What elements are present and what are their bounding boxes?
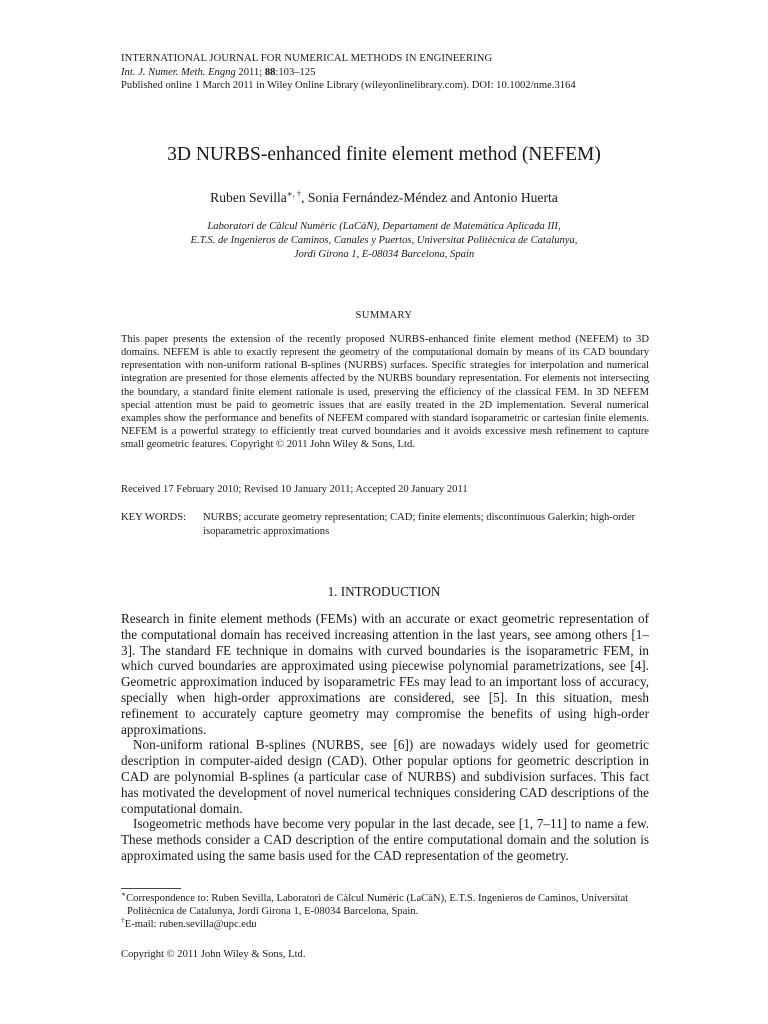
journal-name: INTERNATIONAL JOURNAL FOR NUMERICAL METHODS IN ENGINEERING xyxy=(121,53,493,64)
copyright-notice: Copyright © 2011 John Wiley & Sons, Ltd. xyxy=(121,949,306,960)
paragraph: Research in finite element methods (FEMs) with an accurate or exact geometric representation of the computational domain has received increasing attention in the last years, see among others [1–3]. The standard FE technique in domains with curved boundaries is the isoparametric FEM, in which curved boundaries are approximated using piecewise polynomial parametrizations, see [4]. Geometric approximation induced by isoparametric FEs may lead to an important loss of accuracy, specially when high-order approximations are considered, see [5]. In this situation, mesh refinement to accurately capture geometry may compromise the benefits of using high-order approximations. xyxy=(121,611,649,737)
paragraph: Isogeometric methods have become very popular in the last decade, see [1, 7–11] to name a few. These methods consider a CAD description of the entire computational domain and the solution is approximated using the same basis used for the CAD representation of the geometry. xyxy=(121,816,649,863)
email-footnote xyxy=(121,915,649,931)
citation-volume: 88 xyxy=(264,66,276,78)
author-footnote-marks: ∗, † xyxy=(286,188,302,199)
citation-year: 2011; xyxy=(238,66,263,78)
published-line: Published online 1 March 2011 in Wiley Online Library (wileyonlinelibrary.com). DOI: 10.1002/nme.3164 xyxy=(121,80,576,91)
correspondence-footnote xyxy=(121,889,649,905)
section-heading-introduction: 1. INTRODUCTION xyxy=(327,584,441,599)
citation-line xyxy=(121,66,661,80)
summary-heading: SUMMARY xyxy=(355,310,413,321)
author-list xyxy=(0,189,768,207)
footnote-mark: † xyxy=(121,915,125,925)
citation-journal: Int. J. Numer. Meth. Engng xyxy=(121,66,236,78)
abstract-text: This paper presents the extension of the recently proposed NURBS-enhanced finite element method (NEFEM) to 3D domains. NEFEM is able to exactly represent the geometry of the computational domain by means of its CAD boundary representation with non-uniform rational B-splines (NURBS) surfaces. Specific strategies for interpolation and numerical integration are presented for those elements affected by the NURBS boundary representation. For elements not intersecting the boundary, a standard finite element rationale is used, preserving the efficiency of the classical FEM. In 3D NEFEM special attention must be paid to geometric issues that are easily treated in the 2D implementation. Several numerical examples show the performance and benefits of NEFEM compared with standard isoparametric or cartesian finite elements. NEFEM is a powerful strategy to efficiently treat curved boundaries and it avoids excessive mesh refinement to capture small geometric features. Copyright © 2011 John Wiley & Sons, Ltd. xyxy=(121,334,649,451)
affiliation xyxy=(0,220,768,262)
paper-title: 3D NURBS-enhanced finite element method (NEFEM) xyxy=(167,144,601,165)
affiliation-line: Laboratori de Càlcul Numèric (LaCàN), Departament de Matemàtica Aplicada III, xyxy=(207,221,561,232)
correspondence-continuation: Politècnica de Catalunya, Jordi Girona 1, E-08034 Barcelona, Spain. xyxy=(127,906,419,918)
affiliation-line: E.T.S. de Ingenieros de Caminos, Canales y Puertos, Universitat Politècnica de Catalunya, xyxy=(190,235,578,246)
co-authors: , Sonia Fernández-Méndez and Antonio Huerta xyxy=(301,190,558,205)
correspondence-text: Correspondence to: Ruben Sevilla, Laboratori de Càlcul Numèric (LaCàN), E.T.S. Ingenieros de Caminos, Universitat xyxy=(126,893,629,904)
footnote-rule xyxy=(121,888,181,889)
keywords xyxy=(121,511,649,538)
citation-pages: :103–125 xyxy=(275,66,316,78)
keywords-text: NURBS; accurate geometry representation; CAD; finite elements; discontinuous Galerkin; high-order isoparametric approximations xyxy=(203,512,636,537)
footnote-mark: ∗ xyxy=(121,889,127,899)
paragraph: Non-uniform rational B-splines (NURBS, see [6]) are nowadays widely used for geometric description in computer-aided design (CAD). Other popular options for geometric description in CAD are polynomial B-splines (a particular case of NURBS) and subdivision surfaces. This fact has motivated the development of novel numerical techniques considering CAD descriptions of the computational domain. xyxy=(121,737,649,816)
email-text: E-mail: ruben.sevilla@upc.edu xyxy=(124,919,257,931)
journal-header xyxy=(121,52,661,93)
author-name: Ruben Sevilla xyxy=(210,190,287,205)
received-dates: Received 17 February 2010; Revised 10 January 2011; Accepted 20 January 2011 xyxy=(121,484,468,495)
affiliation-line: Jordi Girona 1, E-08034 Barcelona, Spain xyxy=(293,249,475,260)
introduction-body xyxy=(121,611,649,864)
keywords-label: KEY WORDS: xyxy=(121,512,187,523)
footnotes xyxy=(121,889,649,932)
